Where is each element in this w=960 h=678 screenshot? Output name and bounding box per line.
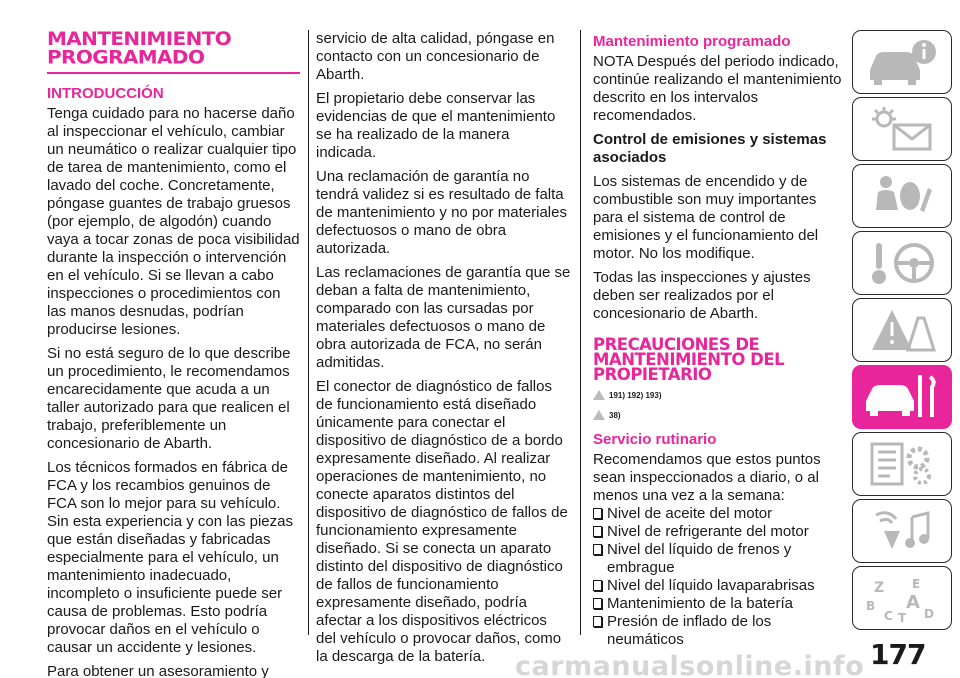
paragraph: Los sistemas de encendido y de combustible son muy importantes para el sistema de control de emisiones y el funcionamiento del motor. No los modifique. — [593, 173, 819, 262]
svg-text:A: A — [906, 592, 920, 613]
page-title: MANTENIMIENTO PROGRAMADO — [47, 27, 232, 68]
paragraph: Una reclamación de garantía no tendrá validez si es resultado de falta de mantenimiento y no por materiales defectuosos o mano de obra autorizada. — [316, 168, 567, 257]
warning-lights-icon — [862, 103, 942, 155]
paragraph: El conector de diagnóstico de fallos de funcionamiento está diseñado únicamente para conectar el dispositivo de diagnóstico de a bordo expresamente diseñado. Al realizar operaciones de mantenimiento, no conecte aparatos distintos del dispositivo de diagnóstico de fallos de funcionamiento expresamente diseñado. Si se conecta un aparato distinto del dispositivo de diagnóstico de fallos de funcionamiento expresamente diseñado, podría afectar a los dispositivos eléctricos del vehículo o provocar daños, como la descarga de la batería. — [316, 378, 568, 665]
tab-safety[interactable] — [852, 164, 952, 228]
checkbox-icon — [593, 508, 602, 519]
checkbox-icon — [593, 598, 602, 609]
svg-text:E: E — [912, 577, 921, 591]
list-item: Presión de inflado de los neumáticos — [593, 613, 845, 649]
tab-technical-data[interactable] — [852, 432, 952, 496]
checkbox-icon — [593, 544, 602, 555]
list-item: Nivel de aceite del motor — [593, 505, 845, 523]
bold-heading: Control de emisiones y sistemas asociados — [593, 131, 827, 166]
road-warning-icon — [862, 304, 942, 356]
svg-text:C: C — [884, 609, 893, 623]
warning-reference: 38) — [593, 410, 845, 420]
checklist — [593, 505, 845, 649]
section-heading-introduccion: INTRODUCCIÓN — [47, 85, 164, 102]
paragraph: El propietario debe conservar las evidencias de que el mantenimiento se ha realizado de la manera indicada. — [316, 90, 556, 161]
car-tools-icon — [862, 371, 942, 423]
chapter-tabs — [852, 30, 952, 633]
column-divider — [308, 30, 309, 635]
tab-starting-driving[interactable] — [852, 231, 952, 295]
tab-in-emergency[interactable] — [852, 298, 952, 362]
svg-text:D: D — [924, 607, 934, 621]
car-info-icon — [862, 36, 942, 88]
column-1 — [47, 27, 300, 678]
warning-triangle-icon — [593, 410, 605, 420]
checkbox-icon — [593, 526, 602, 537]
paragraph: Para obtener un asesoramiento y — [47, 663, 269, 678]
list-item: Mantenimiento de la batería — [593, 595, 845, 613]
column-2 — [316, 30, 571, 672]
tab-dashboard[interactable] — [852, 97, 952, 161]
page-number: 177 — [870, 638, 926, 671]
checkbox-icon — [593, 616, 602, 627]
checkbox-icon — [593, 580, 602, 591]
paragraph: Recomendamos que estos puntos sean inspeccionados a diario, o al menos una vez a la semana: — [593, 451, 821, 504]
list-item: Nivel de refrigerante del motor — [593, 523, 845, 541]
warning-triangle-icon — [593, 390, 605, 400]
tab-knowing-your-car[interactable] — [852, 30, 952, 94]
svg-text:B: B — [866, 599, 876, 613]
list-item: Nivel del líquido lavaparabrisas — [593, 577, 845, 595]
key-steering-icon — [862, 237, 942, 289]
tab-multimedia[interactable] — [852, 499, 952, 563]
tab-index[interactable] — [852, 566, 952, 630]
column-3 — [593, 30, 845, 649]
tab-servicing-maintenance[interactable] — [852, 365, 952, 429]
airbag-icon — [862, 170, 942, 222]
paragraph: NOTA Después del periodo indicado, continúe realizando el mantenimiento descrito en los intervalos recomendados. — [593, 53, 842, 124]
paragraph: Tenga cuidado para no hacerse daño al inspeccionar el vehículo, cambiar un neumático o realizar cualquier tipo de tarea de mantenimiento, como el lavado del coche. Concretamente, póngase guantes de trabajo gruesos (por ejemplo, de algodón) cuando vaya a tocar zonas de poca visibilidad durante la inspección o intervención en el vehículo. Si se llevan a cabo inspecciones o procedimientos con las manos desnudas, podrían producirse lesiones. — [47, 105, 300, 338]
paragraph: Las reclamaciones de garantía que se deban a falta de mantenimiento, comparado con las cursadas por materiales defectuosos o mano de obra autorizada de FCA, no serán admitidas. — [316, 264, 571, 371]
paragraph: Si no está seguro de lo que describe un procedimiento, le recomendamos encarecidamente que acuda a un taller autorizado para que realicen el trabajo, preferiblemente un concesionario de Abarth. — [47, 345, 291, 452]
multimedia-icon — [862, 505, 942, 557]
paragraph: Todas las inspecciones y ajustes deben ser realizados por el concesionario de Abarth. — [593, 269, 811, 322]
paragraph: Los técnicos formados en fábrica de FCA y los recambios genuinos de FCA son lo mejor para su vehículo. Sin esta experiencia y con las piezas que están diseñadas y fabricadas especialmente para el vehículo, un mantenimiento inadecuado, incompleto o insuficiente puede ser causa de problemas. Esto podría provocar daños en el vehículo o causar un accidente y lesiones. — [47, 459, 293, 656]
section-title-precauciones: PRECAUCIONES DE MANTENIMIENTO DEL PROPIETARIO — [593, 335, 785, 384]
section-heading-mantenimiento-programado: Mantenimiento programado — [593, 33, 791, 50]
svg-text:Z: Z — [874, 580, 885, 596]
warning-reference: 191) 192) 193) — [593, 390, 845, 400]
paragraph: servicio de alta calidad, póngase en contacto con un concesionario de Abarth. — [316, 30, 555, 83]
watermark: carmanualsonline.info — [515, 651, 865, 678]
index-letters-icon — [862, 572, 942, 624]
title-underline — [47, 72, 300, 74]
svg-text:T: T — [898, 611, 907, 624]
specs-gear-icon — [862, 438, 942, 490]
list-item: Nivel del líquido de frenos y embrague — [593, 541, 845, 577]
section-heading-servicio-rutinario: Servicio rutinario — [593, 431, 717, 448]
column-divider — [580, 30, 581, 635]
